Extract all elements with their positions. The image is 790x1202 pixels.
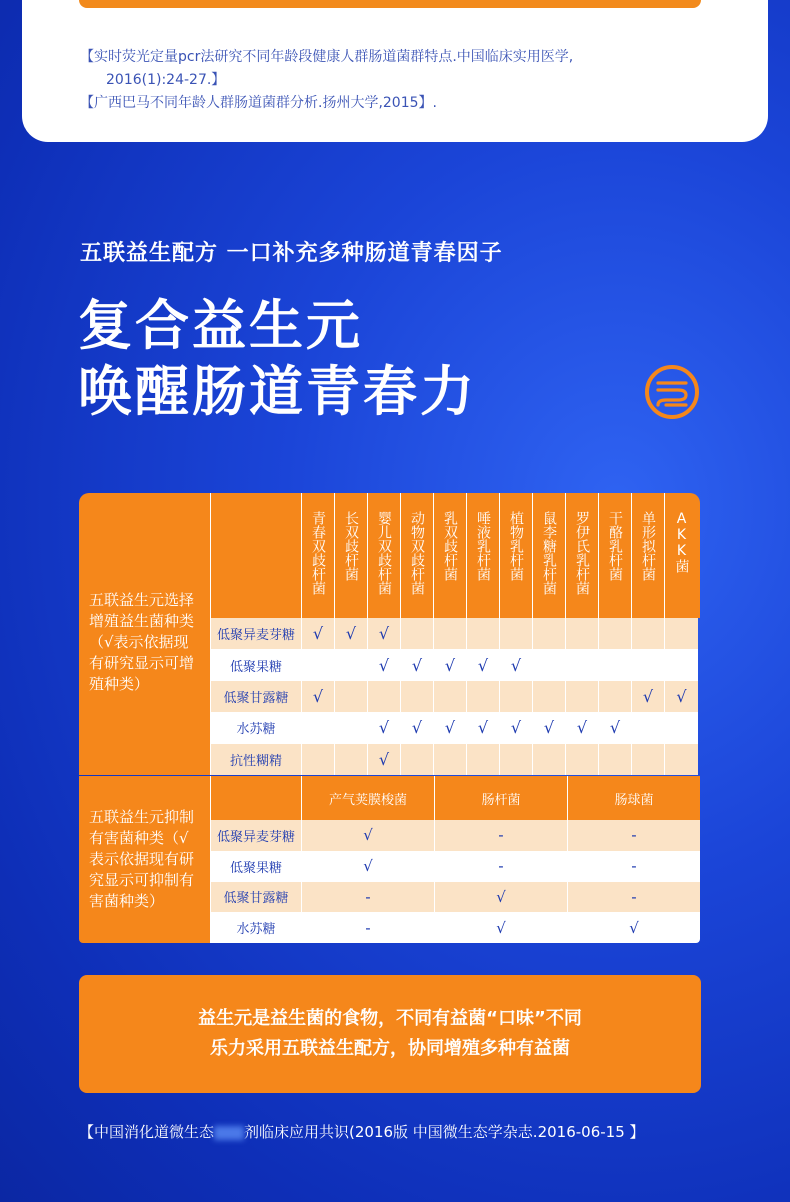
table-cell xyxy=(335,681,368,712)
table-cell xyxy=(467,618,500,649)
prebiotic-table xyxy=(79,493,700,943)
table-row xyxy=(210,618,700,649)
table-cell xyxy=(632,618,665,649)
table-cell: √ xyxy=(599,712,632,743)
table-cell xyxy=(665,649,698,680)
column-header-label: AKK菌 xyxy=(673,511,690,573)
reference-card xyxy=(22,0,768,142)
column-header xyxy=(302,493,335,618)
column-header xyxy=(566,493,599,618)
headline-line-2: 唤醒肠道青春力 xyxy=(78,360,477,423)
column-header xyxy=(434,493,467,618)
table-cell xyxy=(401,681,434,712)
table-cell: √ xyxy=(401,649,434,680)
column-header-label: 青春双歧杆菌 xyxy=(310,511,326,595)
table-cell: √ xyxy=(434,712,467,743)
gut-emblem-icon xyxy=(644,364,700,420)
table-cell xyxy=(599,649,632,680)
table-cell xyxy=(599,681,632,712)
proliferation-table xyxy=(79,493,700,775)
table-cell xyxy=(665,618,698,649)
table-cell xyxy=(302,744,335,775)
table-cell xyxy=(566,649,599,680)
footer-reference xyxy=(79,1121,719,1142)
table-cell: √ xyxy=(435,882,568,913)
table-cell xyxy=(665,712,698,743)
table-cell: - xyxy=(568,820,700,851)
table-cell xyxy=(599,744,632,775)
table-cell: √ xyxy=(368,744,401,775)
proliferation-side-label: 五联益生元选择增殖益生菌种类（√表示依据现有研究显示可增殖种类） xyxy=(79,493,210,775)
table-cell xyxy=(566,681,599,712)
table-cell xyxy=(302,649,335,680)
table-row xyxy=(210,882,700,913)
column-header-label: 干酪乳杆菌 xyxy=(607,511,623,581)
row-label: 低聚果糖 xyxy=(210,851,302,882)
column-header-label: 罗伊氏乳杆菌 xyxy=(574,511,590,595)
column-header xyxy=(500,493,533,618)
table-cell xyxy=(533,649,566,680)
column-header-label: 动物双歧杆菌 xyxy=(409,511,425,595)
column-header xyxy=(368,493,401,618)
table-cell xyxy=(335,712,368,743)
table-cell: √ xyxy=(302,618,335,649)
table-cell: √ xyxy=(435,912,568,943)
column-header: 产气荚膜梭菌 xyxy=(302,776,435,820)
column-header-label: 植物乳杆菌 xyxy=(508,511,524,581)
header-corner xyxy=(210,493,302,618)
column-header-label: 鼠李糖乳杆菌 xyxy=(541,511,557,595)
reference-line: 2016(1):24-27.】 xyxy=(106,72,226,88)
table-cell xyxy=(401,618,434,649)
inhibition-header xyxy=(210,776,700,820)
row-label: 低聚甘露糖 xyxy=(210,681,302,712)
row-label: 低聚甘露糖 xyxy=(210,882,302,913)
table-cell: √ xyxy=(467,712,500,743)
summary-box xyxy=(79,975,701,1093)
column-header xyxy=(533,493,566,618)
section-subtitle: 五联益生配方 一口补充多种肠道青春因子 xyxy=(80,241,503,266)
headline-line-1: 复合益生元 xyxy=(78,294,363,357)
table-cell xyxy=(632,649,665,680)
table-cell: √ xyxy=(368,618,401,649)
table-row xyxy=(210,712,700,743)
table-cell: √ xyxy=(434,649,467,680)
column-header-label: 乳双歧杆菌 xyxy=(442,511,458,581)
headline xyxy=(78,293,477,425)
card-accent-bar xyxy=(79,0,701,8)
table-cell xyxy=(665,744,698,775)
table-cell: √ xyxy=(665,681,698,712)
table-cell: √ xyxy=(302,681,335,712)
column-header xyxy=(335,493,368,618)
table-cell xyxy=(533,618,566,649)
table-cell xyxy=(434,744,467,775)
table-cell xyxy=(500,618,533,649)
summary-line-2: 乐力采用五联益生配方，协同增殖多种有益菌 xyxy=(210,1038,570,1059)
row-label: 水苏糖 xyxy=(210,912,302,943)
table-cell xyxy=(467,744,500,775)
table-cell: √ xyxy=(500,712,533,743)
table-row xyxy=(210,744,700,775)
table-cell: - xyxy=(302,882,435,913)
footer-reference-start: 【中国消化道微生态 xyxy=(79,1123,215,1141)
column-header xyxy=(467,493,500,618)
table-cell: - xyxy=(302,912,435,943)
redaction-blur xyxy=(214,1126,244,1140)
table-cell xyxy=(599,618,632,649)
inhibition-rows xyxy=(210,820,700,943)
table-cell: √ xyxy=(566,712,599,743)
table-row xyxy=(210,649,700,680)
table-cell: √ xyxy=(401,712,434,743)
row-label: 水苏糖 xyxy=(210,712,302,743)
table-cell: √ xyxy=(500,649,533,680)
table-cell xyxy=(632,744,665,775)
row-label: 低聚异麦芽糖 xyxy=(210,820,302,851)
reference-line: 【广西巴马不同年龄人群肠道菌群分析.扬州大学,2015】. xyxy=(80,95,437,111)
table-cell xyxy=(533,681,566,712)
table-row xyxy=(210,820,700,851)
table-cell: - xyxy=(568,882,700,913)
column-header-label: 长双歧杆菌 xyxy=(343,511,359,581)
proliferation-rows xyxy=(210,618,700,775)
table-cell xyxy=(467,681,500,712)
table-row xyxy=(210,912,700,943)
table-cell xyxy=(500,744,533,775)
table-cell: - xyxy=(435,851,568,882)
table-cell: √ xyxy=(335,618,368,649)
table-cell xyxy=(335,649,368,680)
inhibition-side-label: 五联益生元抑制有害菌种类（√表示依据现有研究显示可抑制有害菌种类） xyxy=(79,776,210,943)
row-label: 抗性糊精 xyxy=(210,744,302,775)
table-cell: √ xyxy=(302,851,435,882)
table-cell: - xyxy=(435,820,568,851)
table-cell xyxy=(533,744,566,775)
table-cell xyxy=(335,744,368,775)
table-cell: √ xyxy=(632,681,665,712)
proliferation-header xyxy=(210,493,700,618)
table-cell xyxy=(500,681,533,712)
reference-list xyxy=(80,46,720,115)
column-header: 肠球菌 xyxy=(614,792,654,808)
table-cell xyxy=(434,618,467,649)
column-header xyxy=(632,493,665,618)
table-cell xyxy=(434,681,467,712)
reference-line: 【实时荧光定量pcr法研究不同年龄段健康人群肠道菌群特点.中国临床实用医学, xyxy=(80,49,574,65)
table-cell: √ xyxy=(568,912,700,943)
table-cell: √ xyxy=(368,712,401,743)
table-cell xyxy=(566,618,599,649)
table-cell xyxy=(632,712,665,743)
table-row xyxy=(210,851,700,882)
row-label: 低聚果糖 xyxy=(210,649,302,680)
table-cell: √ xyxy=(302,820,435,851)
column-header xyxy=(599,493,632,618)
table-cell: √ xyxy=(368,649,401,680)
footer-reference-end: 剂临床应用共识(2016版 中国微生态学杂志.2016-06-15 】 xyxy=(244,1123,645,1141)
header-corner xyxy=(210,776,302,820)
column-header xyxy=(401,493,434,618)
inhibition-table xyxy=(79,776,700,943)
column-header: 肠杆菌 xyxy=(435,776,568,820)
table-row xyxy=(210,681,700,712)
column-header-label: 婴儿双歧杆菌 xyxy=(376,511,392,595)
table-cell: √ xyxy=(533,712,566,743)
table-cell: - xyxy=(568,851,700,882)
table-cell xyxy=(368,681,401,712)
column-header xyxy=(665,493,698,618)
table-cell: √ xyxy=(467,649,500,680)
column-header-label: 唾液乳杆菌 xyxy=(475,511,491,581)
table-cell xyxy=(401,744,434,775)
column-header-label: 单形拟杆菌 xyxy=(640,511,656,581)
table-cell xyxy=(302,712,335,743)
row-label: 低聚异麦芽糖 xyxy=(210,618,302,649)
table-cell xyxy=(566,744,599,775)
summary-line-1: 益生元是益生菌的食物，不同有益菌“口味”不同 xyxy=(198,1008,582,1029)
